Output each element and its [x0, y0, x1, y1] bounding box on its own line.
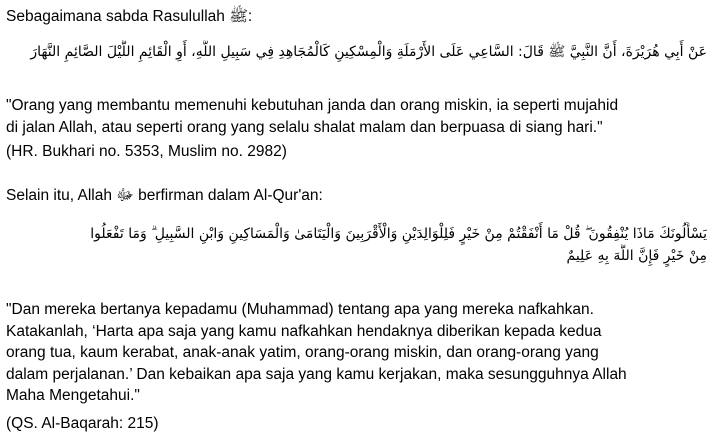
- quran-translation-line: "Dan mereka bertanya kepadamu (Muhammad) tentang apa yang mereka nafkahkan.: [6, 301, 594, 318]
- quran-reference: (QS. Al-Baqarah: 215): [6, 415, 159, 432]
- quran-translation: [6, 299, 707, 407]
- quran-arabic-line: يَسْأَلُونَكَ مَاذَا يُنْفِقُونَ ۖ قُلْ مَا أَنْفَقْتُمْ مِنْ خَيْرٍ فَلِلْوَالِدَيْنِ وَالْأَقْرَبِينَ وَالْيَتَامَىٰ وَالْمَسَاكِينِ وَابْنِ السَّبِيلِ ۗ وَمَا تَفْعَلُوا: [90, 226, 707, 242]
- hadith-translation-line: "Orang yang membantu memenuhi kebutuhan janda dan orang miskin, ia seperti mujahid: [6, 97, 619, 114]
- hadith-reference: (HR. Bukhari no. 5353, Muslim no. 2982): [6, 143, 287, 160]
- hadith-intro: Sebagaimana sabda Rasulullah ﷺ:: [6, 8, 253, 25]
- quran-translation-line: Maha Mengetahui.": [6, 387, 140, 404]
- quran-translation-line: Katakanlah, ‘Harta apa saja yang kamu nafkahkan hendaknya diberikan kepada kedua: [6, 322, 602, 340]
- hadith-arabic-text: عَنْ أَبِي هُرَيْرَةَ، أَنَّ النَّبِيَّ ﷺ قَالَ: السَّاعِي عَلَى الأَرْمَلَةِ وَالْمِسْكِينِ كَالْمُجَاهِدِ فِي سَبِيلِ اللَّهِ، أَوِ الْقَائِمِ اللَّيْلَ الصَّائِمِ النَّهَارَ: [30, 44, 707, 60]
- quran-intro: Selain itu, Allah ﷻ berfirman dalam Al-Qur'an:: [6, 187, 323, 204]
- hadith-translation: [6, 95, 707, 138]
- quran-translation-line: orang tua, kaum kerabat, anak-anak yatim, orang-orang miskin, dan orang-orang yang: [6, 344, 599, 361]
- hadith-translation-line: di jalan Allah, atau seperti orang yang selalu shalat malam dan berpuasa di siang hari.": [6, 118, 603, 136]
- quran-translation-line: dalam perjalanan.’ Dan kebaikan apa saja yang kamu kerjakan, maka sesungguhnya Allah: [6, 365, 627, 383]
- quran-arabic-line: مِنْ خَيْرٍ فَإِنَّ اللَّهَ بِهِ عَلِيمٌ: [566, 248, 707, 264]
